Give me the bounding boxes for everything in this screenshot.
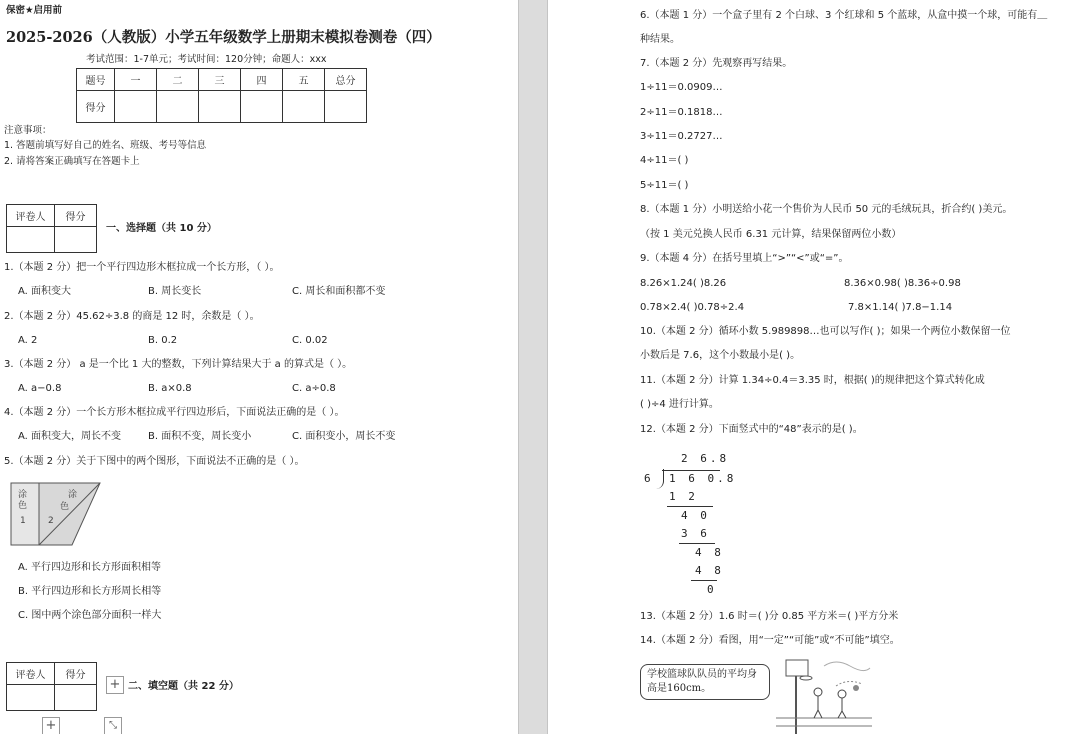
q4-option-a[interactable]: A. 面积变大，周长不变	[18, 431, 122, 442]
fig-label: 涂	[18, 490, 28, 500]
q9-item[interactable]: 8.26×1.24( )8.26	[640, 278, 727, 289]
question-13: 13.（本题 2 分）1.6 时＝( )分 0.85 平方米＝( )平方分米	[640, 611, 899, 622]
score-input-cell[interactable]	[157, 91, 199, 123]
grader-label: 得分	[55, 663, 97, 685]
grader-box-1	[6, 204, 97, 253]
question-1: 1.（本题 2 分）把一个平行四边形木框拉成一个长方形，（ ）。	[4, 262, 280, 273]
fig-label: 色	[60, 502, 70, 512]
speech-bubble: 学校篮球队队员的平均身高是160cm。	[640, 664, 770, 700]
q3-option-b[interactable]: B. a×0.8	[148, 383, 192, 394]
player-leg	[818, 710, 822, 718]
question-2: 2.（本题 2 分）45.62÷3.8 的商是 12 时，余数是（ ）。	[4, 311, 260, 322]
fig-label: 涂	[68, 490, 78, 500]
division-line	[667, 506, 713, 507]
fig-label: 色	[18, 501, 28, 511]
grader-input[interactable]	[7, 685, 55, 711]
grader-box-2	[6, 662, 97, 711]
grader-input[interactable]	[7, 227, 55, 253]
q2-option-c[interactable]: C. 0.02	[292, 335, 328, 346]
player-leg	[838, 711, 842, 718]
q1-option-c[interactable]: C. 周长和面积都不变	[292, 286, 386, 297]
score-table-cell: 题号	[77, 69, 115, 91]
question-10: 10.（本题 2 分）循环小数 5.989898…也可以写作( )；如果一个两位小数保留一位	[640, 326, 1011, 337]
q3-option-a[interactable]: A. a−0.8	[18, 383, 62, 394]
question-11-cont: ( )÷4 进行计算。	[640, 399, 719, 410]
q5-option-a[interactable]: A. 平行四边形和长方形面积相等	[18, 562, 162, 573]
division-line	[691, 580, 717, 581]
question-12: 12.（本题 2 分）下面竖式中的“48”表示的是( )。	[640, 424, 863, 435]
q7-answer-line[interactable]: 4÷11＝( )	[640, 155, 689, 166]
backboard	[786, 660, 808, 676]
q9-item[interactable]: 0.78×2.4( )0.78÷2.4	[640, 302, 745, 313]
q9-item[interactable]: 7.8×1.14( )7.8−1.14	[848, 302, 953, 313]
question-3: 3.（本题 2 分） a 是一个比 1 大的整数，下列计算结果大于 a 的算式是（ ）。	[4, 359, 353, 370]
add-plus-icon[interactable]: +	[42, 717, 60, 734]
q7-line: 1÷11＝0.0909…	[640, 82, 723, 93]
question-5: 5.（本题 2 分）关于下图中的两个图形，下面说法不正确的是（ ）。	[4, 456, 305, 467]
exam-info: 考试范围：1-7单元；考试时间：120分钟；命题人：xxx	[86, 54, 327, 65]
score-table-cell: 得分	[77, 91, 115, 123]
score-table-cell: 四	[241, 69, 283, 91]
division-step: 1 2	[669, 490, 698, 503]
section-heading-choice: 一、选择题（共 10 分）	[106, 223, 217, 234]
grader-input[interactable]	[55, 685, 97, 711]
grader-label: 评卷人	[7, 205, 55, 227]
fig-label: 1	[20, 516, 26, 526]
score-input-cell[interactable]	[325, 91, 367, 123]
question-6-cont: 种结果。	[640, 34, 680, 45]
score-input-cell[interactable]	[115, 91, 157, 123]
question-10-cont: 小数后是 7.6，这个小数最小是( )。	[640, 350, 801, 361]
resize-handle-icon[interactable]: ⤡	[104, 717, 122, 734]
division-step: 3 6	[681, 527, 710, 540]
player-leg	[814, 710, 818, 718]
question-14: 14.（本题 2 分）看图，用“一定”“可能”或“不可能”填空。	[640, 635, 900, 646]
question-11: 11.（本题 2 分）计算 1.34÷0.4＝3.35 时，根据( )的规律把这个算式转化成	[640, 375, 985, 386]
q4-option-c[interactable]: C. 面积变小，周长不变	[292, 431, 396, 442]
score-table-cell: 五	[283, 69, 325, 91]
notes-title: 注意事项：	[4, 125, 52, 136]
division-step: 4 0	[681, 509, 710, 522]
q5-option-b[interactable]: B. 平行四边形和长方形周长相等	[18, 586, 162, 597]
division-quotient: 2 6.8	[681, 452, 730, 465]
question-4: 4.（本题 2 分）一个长方形木框拉成平行四边形后，下面说法正确的是（ ）。	[4, 407, 345, 418]
page-left	[0, 0, 518, 734]
division-bracket	[656, 469, 664, 489]
page-right	[548, 0, 1080, 734]
secret-label: 保密★启用前	[6, 5, 63, 16]
player-leg	[842, 711, 846, 718]
q5-option-c[interactable]: C. 图中两个涂色部分面积一样大	[18, 610, 162, 621]
division-divisor: 6	[644, 472, 654, 485]
basketball	[853, 685, 859, 691]
division-remainder: 0	[707, 583, 717, 596]
ball-trajectory	[836, 681, 862, 686]
basketball-illustration	[776, 656, 872, 734]
q7-line: 2÷11＝0.1818…	[640, 107, 723, 118]
player-head	[838, 690, 846, 698]
exam-title: 2025-2026（人教版）小学五年级数学上册期末模拟卷测卷（四）	[6, 29, 441, 46]
question-7: 7.（本题 2 分）先观察再写结果。	[640, 58, 793, 69]
q3-option-c[interactable]: C. a÷0.8	[292, 383, 336, 394]
tree-outline	[824, 662, 870, 671]
score-input-cell[interactable]	[241, 91, 283, 123]
q9-item[interactable]: 8.36×0.98( )8.36÷0.98	[844, 278, 961, 289]
grader-label: 得分	[55, 205, 97, 227]
division-line	[679, 543, 715, 544]
score-table	[76, 68, 367, 123]
hoop-rim	[800, 676, 812, 680]
score-table-cell: 二	[157, 69, 199, 91]
question-8-note: （按 1 美元兑换人民币 6.31 元计算，结果保留两位小数）	[640, 229, 902, 240]
grader-input[interactable]	[55, 227, 97, 253]
score-input-cell[interactable]	[199, 91, 241, 123]
q7-line: 3÷11＝0.2727…	[640, 131, 723, 142]
score-table-header-row	[77, 69, 367, 91]
expand-plus-icon[interactable]: +	[106, 676, 124, 694]
q2-option-a[interactable]: A. 2	[18, 335, 38, 346]
score-table-cell: 总分	[325, 69, 367, 91]
question-9: 9.（本题 4 分）在括号里填上“>”“<”或“=”。	[640, 253, 849, 264]
q2-option-b[interactable]: B. 0.2	[148, 335, 178, 346]
q1-option-b[interactable]: B. 周长变长	[148, 286, 202, 297]
score-input-cell[interactable]	[283, 91, 325, 123]
note-item: 2. 请将答案正确填写在答题卡上	[4, 156, 140, 167]
q5-figure	[10, 481, 104, 547]
section-heading-fill: 二、填空题（共 22 分）	[128, 681, 239, 692]
q7-answer-line[interactable]: 5÷11＝( )	[640, 180, 689, 191]
note-item: 1. 答题前填写好自己的姓名、班级、考号等信息	[4, 140, 207, 151]
q4-option-b[interactable]: B. 面积不变，周长变小	[148, 431, 252, 442]
score-table-score-row	[77, 91, 367, 123]
player-head	[814, 688, 822, 696]
page-gutter	[518, 0, 548, 734]
division-dividend: 1 6 0.8	[669, 472, 737, 485]
score-table-cell: 一	[115, 69, 157, 91]
question-8: 8.（本题 1 分）小明送给小花一个售价为人民币 50 元的毛绒玩具，折合约( )美元。	[640, 204, 1013, 215]
grader-label: 评卷人	[7, 663, 55, 685]
division-step-48: 4 8	[695, 546, 724, 559]
score-table-cell: 三	[199, 69, 241, 91]
fig-label: 2	[48, 516, 54, 526]
division-step-48: 4 8	[695, 564, 724, 577]
q1-option-a[interactable]: A. 面积变大	[18, 286, 72, 297]
division-bar	[662, 470, 720, 471]
question-6: 6.（本题 1 分）一个盒子里有 2 个白球、3 个红球和 5 个蓝球，从盒中摸一个球，可能有＿	[640, 10, 1048, 21]
